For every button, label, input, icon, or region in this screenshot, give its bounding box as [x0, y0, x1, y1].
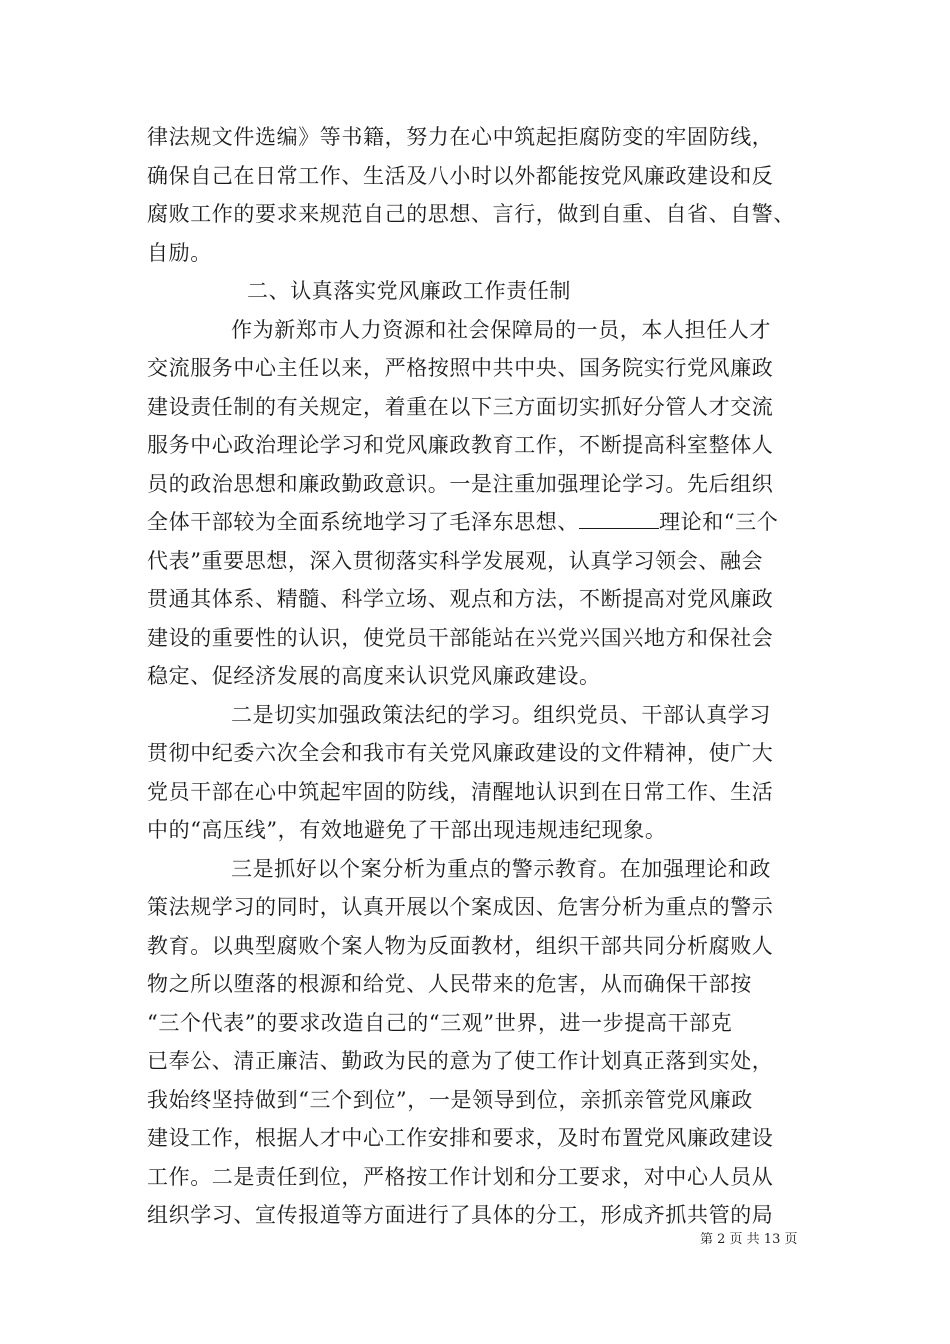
text-line: 确保自己在日常工作、生活及八小时以外都能按党风廉政建设和反 — [147, 163, 774, 188]
text-line: 贯通其体系、精髓、科学立场、观点和方法，不断提高对党风廉政 — [147, 587, 774, 611]
text-line: 三是抓好以个案分析为重点的警示教育。在加强理论和政 — [231, 856, 771, 881]
text-line: 员的政治思想和廉政勤政意识。一是注重加强理论学习。先后组织 — [147, 471, 774, 496]
text-line: 服务中心政治理论学习和党风廉政教育工作，不断提高科室整体人 — [147, 433, 774, 457]
text-line: 策法规学习的同时，认真开展以个案成因、危害分析为重点的警示 — [147, 895, 774, 919]
text-segment: 理论和“三个 — [659, 510, 779, 534]
text-line: 建设的重要性的认识，使党员干部能站在兴党兴国兴地方和保社会 — [147, 625, 774, 650]
blank-underline — [579, 510, 659, 529]
section-heading: 二、认真落实党风廉政工作责任制 — [247, 279, 571, 303]
text-line: 二是切实加强政策法纪的学习。组织党员、干部认真学习 — [231, 702, 771, 727]
text-line: 建设工作，根据人才中心工作安排和要求，及时布置党风廉政建设 — [147, 1126, 774, 1150]
text-line: 自励。 — [147, 240, 212, 265]
text-line: 贯彻中纪委六次全会和我市有关党风廉政建设的文件精神，使广大 — [147, 741, 774, 765]
body-text — [147, 118, 812, 1235]
text-line: 腐败工作的要求来规范自己的思想、言行，做到自重、自省、自警、 — [147, 202, 795, 226]
text-line-with-blank — [147, 503, 812, 542]
text-line: 党员干部在心中筑起牢固的防线，清醒地认识到在日常工作、生活 — [147, 779, 774, 804]
text-line: 律法规文件选编》等书籍，努力在心中筑起拒腐防变的牢固防线， — [147, 125, 774, 149]
text-line: “三个代表”的要求改造自己的“三观”世界，进一步提高干部克 — [147, 1010, 733, 1035]
text-line: 工作。二是责任到位，严格按工作计划和分工要求，对中心人员从 — [147, 1164, 774, 1189]
text-line: 中的“高压线”，有效地避免了干部出现违规违纪现象。 — [147, 818, 667, 842]
text-line: 我始终坚持做到“三个到位”，一是领导到位，亲抓亲管党风廉政 — [147, 1087, 753, 1112]
text-segment: 全体干部较为全面系统地学习了毛泽东思想、 — [147, 510, 579, 534]
text-line: 已奉公、清正廉洁、勤政为民的意为了使工作计划真正落到实处， — [147, 1049, 774, 1073]
text-line: 建设责任制的有关规定，着重在以下三方面切实抓好分管人才交流 — [147, 394, 774, 419]
page-number-footer: 第 2 页 共 13 页 — [700, 1232, 798, 1247]
text-line: 代表”重要思想，深入贯彻落实科学发展观，认真学习领会、融会 — [147, 548, 764, 573]
text-line: 教育。以典型腐败个案人物为反面教材，组织干部共同分析腐败人 — [147, 933, 774, 958]
text-line: 组织学习、宣传报道等方面进行了具体的分工，形成齐抓共管的局 — [147, 1203, 774, 1227]
text-line: 交流服务中心主任以来，严格按照中共中央、国务院实行党风廉政 — [147, 356, 774, 380]
text-line: 稳定、促经济发展的高度来认识党风廉政建设。 — [147, 664, 601, 688]
text-line: 物之所以堕落的根源和给党、人民带来的危害，从而确保干部按 — [147, 972, 752, 996]
text-line: 作为新郑市人力资源和社会保障局的一员，本人担任人才 — [231, 317, 771, 342]
